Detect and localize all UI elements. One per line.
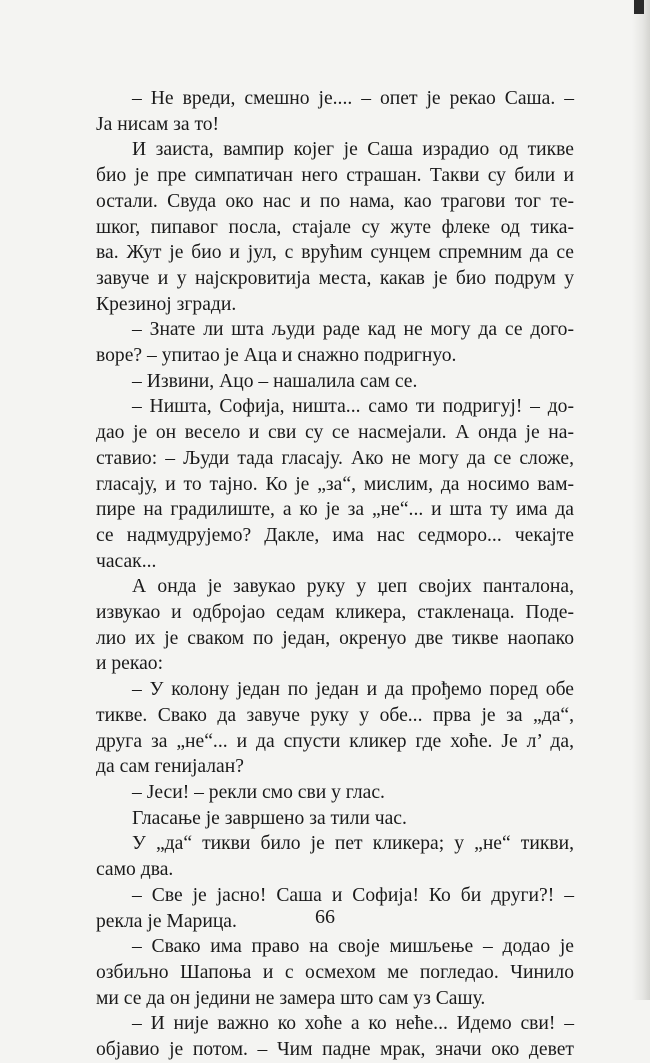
text-line: – Све је јасно! Саша и Софија! Ко би други?! –	[132, 884, 574, 906]
text-line: пире на градилиште, а ко је за „не“... и шта ту има да	[96, 499, 574, 521]
text-line: – У колону један по један и да прођемо поред обе	[132, 679, 574, 701]
text-line: друга за „не“... и да спусти кликер где хоће. Је л’ да,	[96, 730, 574, 752]
text-line: А онда је завукао руку у џеп својих панталона,	[132, 576, 574, 598]
text-line: рекла је Марица.	[96, 910, 237, 932]
text-line: дао је он весело и сви су се насмејали. А онда је на-	[96, 422, 574, 444]
text-line: И заиста, вампир којег је Саша израдио од тикве	[132, 139, 574, 161]
text-line: шког, пипавог посла, стајале су жуте флеке од тика-	[96, 216, 574, 238]
text-line: завуче и у најскровитија места, какав је био подрум у	[96, 267, 574, 289]
text-line: лио их је сваком по један, окренуо две тикве наопако	[96, 627, 574, 649]
text-line: часак...	[96, 550, 157, 572]
text-line: ми се да он једини не замера што сам уз Сашу.	[96, 987, 486, 1009]
text-line: само два.	[96, 859, 174, 881]
text-line: – Не вреди, смешно је.... – опет је рекао Саша. –	[132, 88, 574, 109]
corner-mark	[634, 0, 644, 14]
text-line: – Извини, Ацо – нашалила сам се.	[132, 370, 418, 392]
text-line: ва. Жут је био и јул, с врућим сунцем спремним да се	[96, 242, 574, 264]
text-line: – Свако има право на своје мишљење – додао је	[132, 936, 574, 958]
text-line: воре? – упитао је Аца и снажно подригнуо.	[96, 345, 457, 367]
text-line: тикве. Свако да завуче руку у обе... прва је за „да“,	[96, 704, 574, 726]
page-edge	[632, 0, 650, 1000]
text-line: – Јеси! – рекли смо сви у глас.	[132, 781, 385, 803]
text-line: гласају, и то тајно. Ко је „за“, мислим, да носимо вам-	[96, 473, 574, 495]
page-number: 66	[315, 906, 335, 928]
text-line: се надмудрујемо? Дакле, има нас седморо... чекајте	[96, 524, 574, 546]
text-line: био је пре симпатичан него страшан. Такви су били и	[96, 165, 574, 187]
text-line: да сам генијалан?	[96, 756, 244, 778]
text-line: – Ништа, Софија, ништа... само ти подригуј! – до-	[132, 396, 574, 418]
text-line: Гласање је завршено за тили час.	[132, 807, 407, 829]
text-line: Ја нисам за то!	[96, 113, 220, 135]
text-line: Крезиној згради.	[96, 293, 237, 315]
text-line: ставио: – Људи тада гласају. Ако не могу да се сложе,	[96, 447, 574, 469]
text-line: – И није важно ко хоће а ко неће... Идемо сви! –	[132, 1013, 574, 1035]
text-line: остали. Свуда око нас и по нама, као трагови тог те-	[96, 190, 574, 212]
text-line: озбиљно Шапоња и с осмехом ме погледао. Чинило	[96, 961, 574, 983]
text-line: У „да“ тикви било је пет кликера; у „не“ тикви,	[132, 833, 574, 855]
text-line: – Знате ли шта људи раде кад не могу да се дого-	[132, 319, 574, 341]
text-line: извукао и одбројао седам кликера, стакленаца. Поде-	[96, 602, 574, 624]
text-line: и рекао:	[96, 653, 164, 675]
text-line: објавио је потом. – Чим падне мрак, значи око девет	[96, 1039, 574, 1061]
